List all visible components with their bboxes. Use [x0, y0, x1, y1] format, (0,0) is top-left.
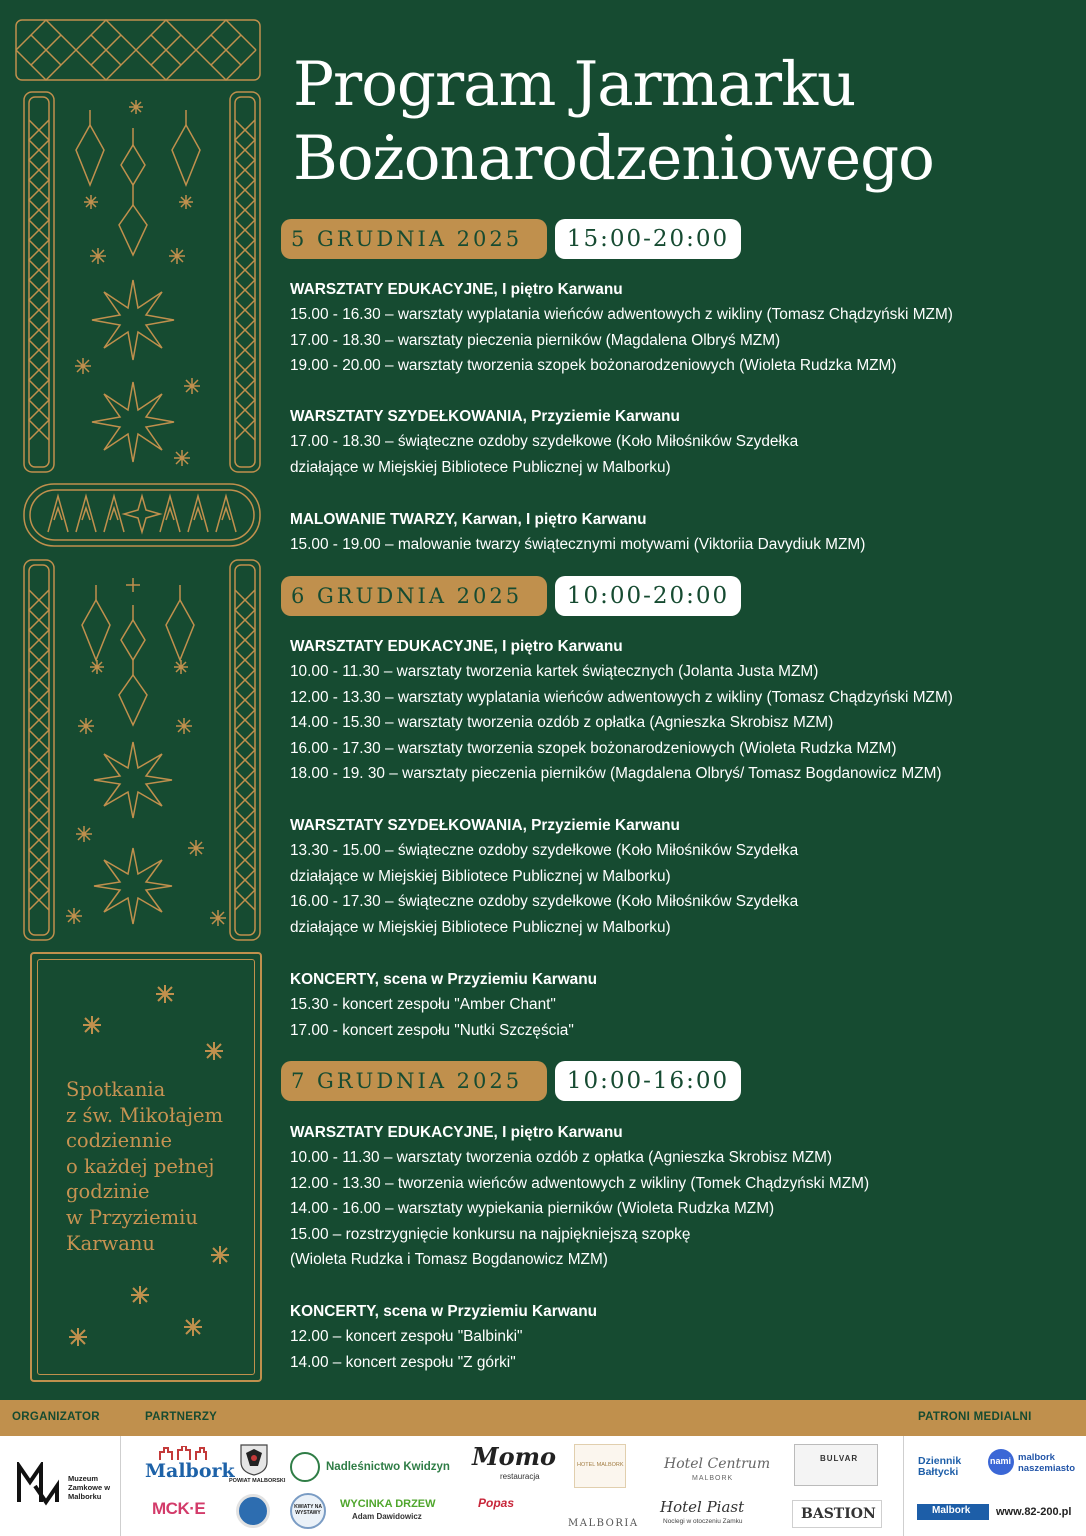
- footer-logos: [0, 1436, 1086, 1536]
- momo-logo[interactable]: Momo: [472, 1442, 556, 1471]
- event-section: [290, 813, 1070, 940]
- title-line-1: Program Jarmarku: [293, 49, 856, 120]
- santa-note-line: w Przyziemiu: [66, 1205, 198, 1229]
- event-line: 12.00 - 13.30 – warsztaty wyplatania wieńców adwentowych z wikliny (Tomasz Chądzyński MZM): [290, 688, 953, 706]
- event-line: 16.00 - 17.30 – świąteczne ozdoby szydełkowe (Koło Miłośników Szydełka: [290, 893, 799, 911]
- powiat-badge-icon: [236, 1494, 270, 1528]
- event-line: działające w Miejskiej Bibliotece Publicznej w Malborku): [290, 867, 671, 885]
- section-heading: KONCERTY, scena w Przyziemiu Karwanu: [290, 971, 598, 988]
- event-line: działające w Miejskiej Bibliotece Publicznej w Malborku): [290, 918, 671, 936]
- time-badge: 10:00-20:00: [555, 576, 741, 616]
- event-line: 17.00 - 18.30 – świąteczne ozdoby szydełkowe (Koło Miłośników Szydełka: [290, 433, 799, 451]
- kwiaty-name: KWIATY NA WYSTAWY: [294, 1504, 322, 1516]
- powiat-crest-icon: [240, 1444, 268, 1476]
- section-heading: WARSZTATY SZYDEŁKOWANIA, Przyziemie Karwanu: [290, 817, 680, 834]
- event-section: [290, 404, 1070, 480]
- footer-label-bar: [0, 1400, 1086, 1436]
- santa-note-line: Karwanu: [66, 1231, 155, 1255]
- media-label: PATRONI MEDIALNI: [918, 1411, 1032, 1423]
- santa-note-line: o każdej pełnej: [66, 1154, 215, 1178]
- event-section: [290, 277, 1070, 379]
- wycinka-logo[interactable]: WYCINKA DRZEW: [340, 1498, 436, 1510]
- hotel-piast-sub: Noclegi w otoczeniu Zamku: [663, 1518, 743, 1525]
- divider: [120, 1436, 121, 1536]
- nami-logo[interactable]: nami: [990, 1456, 1012, 1466]
- castle-icon: [158, 1446, 208, 1460]
- mzm-name: Muzeum Zamkowe w Malborku: [68, 1474, 111, 1501]
- bulvar-logo[interactable]: BULVAR: [820, 1454, 859, 1463]
- event-section: [290, 1120, 1070, 1272]
- section-heading: WARSZTATY EDUKACYJNE, I piętro Karwanu: [290, 638, 623, 655]
- bastion-logo[interactable]: BASTION: [801, 1506, 876, 1522]
- hotel-centrum-sub: MALBORK: [692, 1475, 734, 1482]
- event-line: 15.00 - 16.30 – warsztaty wyplatania wieńców adwentowych z wikliny (Tomasz Chądzyński MZM): [290, 306, 953, 324]
- event-line: 17.00 - koncert zespołu "Nutki Szczęścia": [290, 1021, 574, 1039]
- forest-icon: [290, 1452, 320, 1482]
- time-badge: 15:00-20:00: [555, 219, 741, 259]
- event-line: (Wioleta Rudzka i Tomasz Bogdanowicz MZM): [290, 1251, 608, 1269]
- website-link[interactable]: www.82-200.pl: [996, 1506, 1072, 1518]
- day-header-1: [281, 219, 751, 261]
- event-section: [290, 1299, 1070, 1375]
- malbork-radio-logo[interactable]: Malbork: [932, 1505, 971, 1516]
- time-badge: 10:00-16:00: [555, 1061, 741, 1101]
- event-line: 14.00 - 15.30 – warsztaty tworzenia ozdób z opłatka (Agnieszka Skrobisz MZM): [290, 714, 834, 732]
- hotel-piast-logo[interactable]: Hotel Piast: [660, 1498, 745, 1516]
- santa-note-line: codziennie: [66, 1129, 173, 1153]
- nadlesnictwo-logo[interactable]: Nadleśnictwo Kwidzyn: [326, 1461, 450, 1473]
- mcke-logo[interactable]: MCK·E: [152, 1499, 206, 1518]
- bulvar-frame: [794, 1444, 878, 1486]
- dziennik-logo[interactable]: Dziennik Bałtycki: [918, 1455, 962, 1478]
- event-line: 10.00 - 11.30 – warsztaty tworzenia ozdób z opłatka (Agnieszka Skrobisz MZM): [290, 1149, 833, 1167]
- event-line: 14.00 – koncert zespołu "Z górki": [290, 1353, 516, 1371]
- event-line: 10.00 - 11.30 – warsztaty tworzenia kartek świątecznych (Jolanta Justa MZM): [290, 663, 819, 681]
- hotel-centrum-logo[interactable]: Hotel Centrum: [664, 1456, 771, 1472]
- santa-note-line: z św. Mikołajem: [66, 1103, 224, 1127]
- event-line: działające w Miejskiej Bibliotece Publicznej w Malborku): [290, 458, 671, 476]
- section-heading: KONCERTY, scena w Przyziemiu Karwanu: [290, 1303, 598, 1320]
- organizer-label: ORGANIZATOR: [12, 1411, 100, 1423]
- popas-logo[interactable]: Popas: [478, 1496, 515, 1510]
- title-line-2: Bożonarodzeniowego: [293, 123, 934, 194]
- santa-note-line: Spotkania: [66, 1078, 166, 1101]
- mzm-logo[interactable]: [16, 1462, 60, 1511]
- date-badge: 6 GRUDNIA 2025: [281, 576, 547, 616]
- event-line: 15.00 - 19.00 – malowanie twarzy świątecznymi motywami (Viktoriia Davydiuk MZM): [290, 536, 866, 554]
- date-badge: 7 GRUDNIA 2025: [281, 1061, 547, 1101]
- divider: [903, 1436, 904, 1536]
- momo-sub: restauracja: [500, 1472, 540, 1481]
- event-section: [290, 634, 1070, 786]
- santa-note-line: godzinie: [66, 1180, 150, 1204]
- malbork-logo[interactable]: Malbork: [145, 1460, 235, 1482]
- santa-note: [66, 1077, 256, 1256]
- event-line: 13.30 - 15.00 – świąteczne ozdoby szydełkowe (Koło Miłośników Szydełka: [290, 842, 799, 860]
- malboria-logo[interactable]: MALBORIA: [568, 1518, 639, 1529]
- event-line: 17.00 - 18.30 – warsztaty pieczenia pierników (Magdalena Olbryś MZM): [290, 331, 781, 349]
- event-line: 15.00 – rozstrzygnięcie konkursu na najpiękniejszą szopkę: [290, 1225, 691, 1243]
- wycinka-owner: Adam Dawidowicz: [352, 1512, 422, 1521]
- event-section: [290, 507, 1070, 558]
- event-line: 15.30 - koncert zespołu "Amber Chant": [290, 996, 556, 1014]
- ornament-column: [0, 0, 270, 1400]
- naszemiasto-logo[interactable]: malbork naszemiasto: [1018, 1452, 1076, 1474]
- section-heading: WARSZTATY EDUKACYJNE, I piętro Karwanu: [290, 1124, 623, 1141]
- mzm-mark-icon: [16, 1462, 60, 1506]
- date-badge: 5 GRUDNIA 2025: [281, 219, 547, 259]
- section-heading: WARSZTATY EDUKACYJNE, I piętro Karwanu: [290, 281, 623, 298]
- event-line: 14.00 - 16.00 – warsztaty wypiekania pierników (Wioleta Rudzka MZM): [290, 1200, 775, 1218]
- event-section: [290, 967, 1070, 1043]
- page-title: [293, 48, 1073, 196]
- partners-label: PARTNERZY: [145, 1411, 218, 1423]
- day-header-2: [281, 576, 751, 618]
- event-line: 18.00 - 19. 30 – warsztaty pieczenia pierników (Magdalena Olbryś/ Tomasz Bogdanowicz MZM): [290, 765, 942, 783]
- section-heading: WARSZTATY SZYDEŁKOWANIA, Przyziemie Karwanu: [290, 408, 680, 425]
- event-line: 19.00 - 20.00 – warsztaty tworzenia szopek bożonarodzeniowych (Wioleta Rudzka MZM): [290, 357, 897, 375]
- day-header-3: [281, 1061, 751, 1103]
- event-line: 12.00 - 13.30 – tworzenia wieńców adwentowych z wikliny (Tomek Chądzyński MZM): [290, 1174, 870, 1192]
- event-line: 16.00 - 17.30 – warsztaty tworzenia szopek bożonarodzeniowych (Wioleta Rudzka MZM): [290, 739, 897, 757]
- hotel-malbork-logo[interactable]: HOTEL MALBORK: [577, 1462, 624, 1468]
- event-line: 12.00 – koncert zespołu "Balbinki": [290, 1328, 523, 1346]
- powiat-name: POWIAT MALBORSKI: [229, 1478, 286, 1484]
- section-heading: MALOWANIE TWARZY, Karwan, I piętro Karwanu: [290, 511, 647, 528]
